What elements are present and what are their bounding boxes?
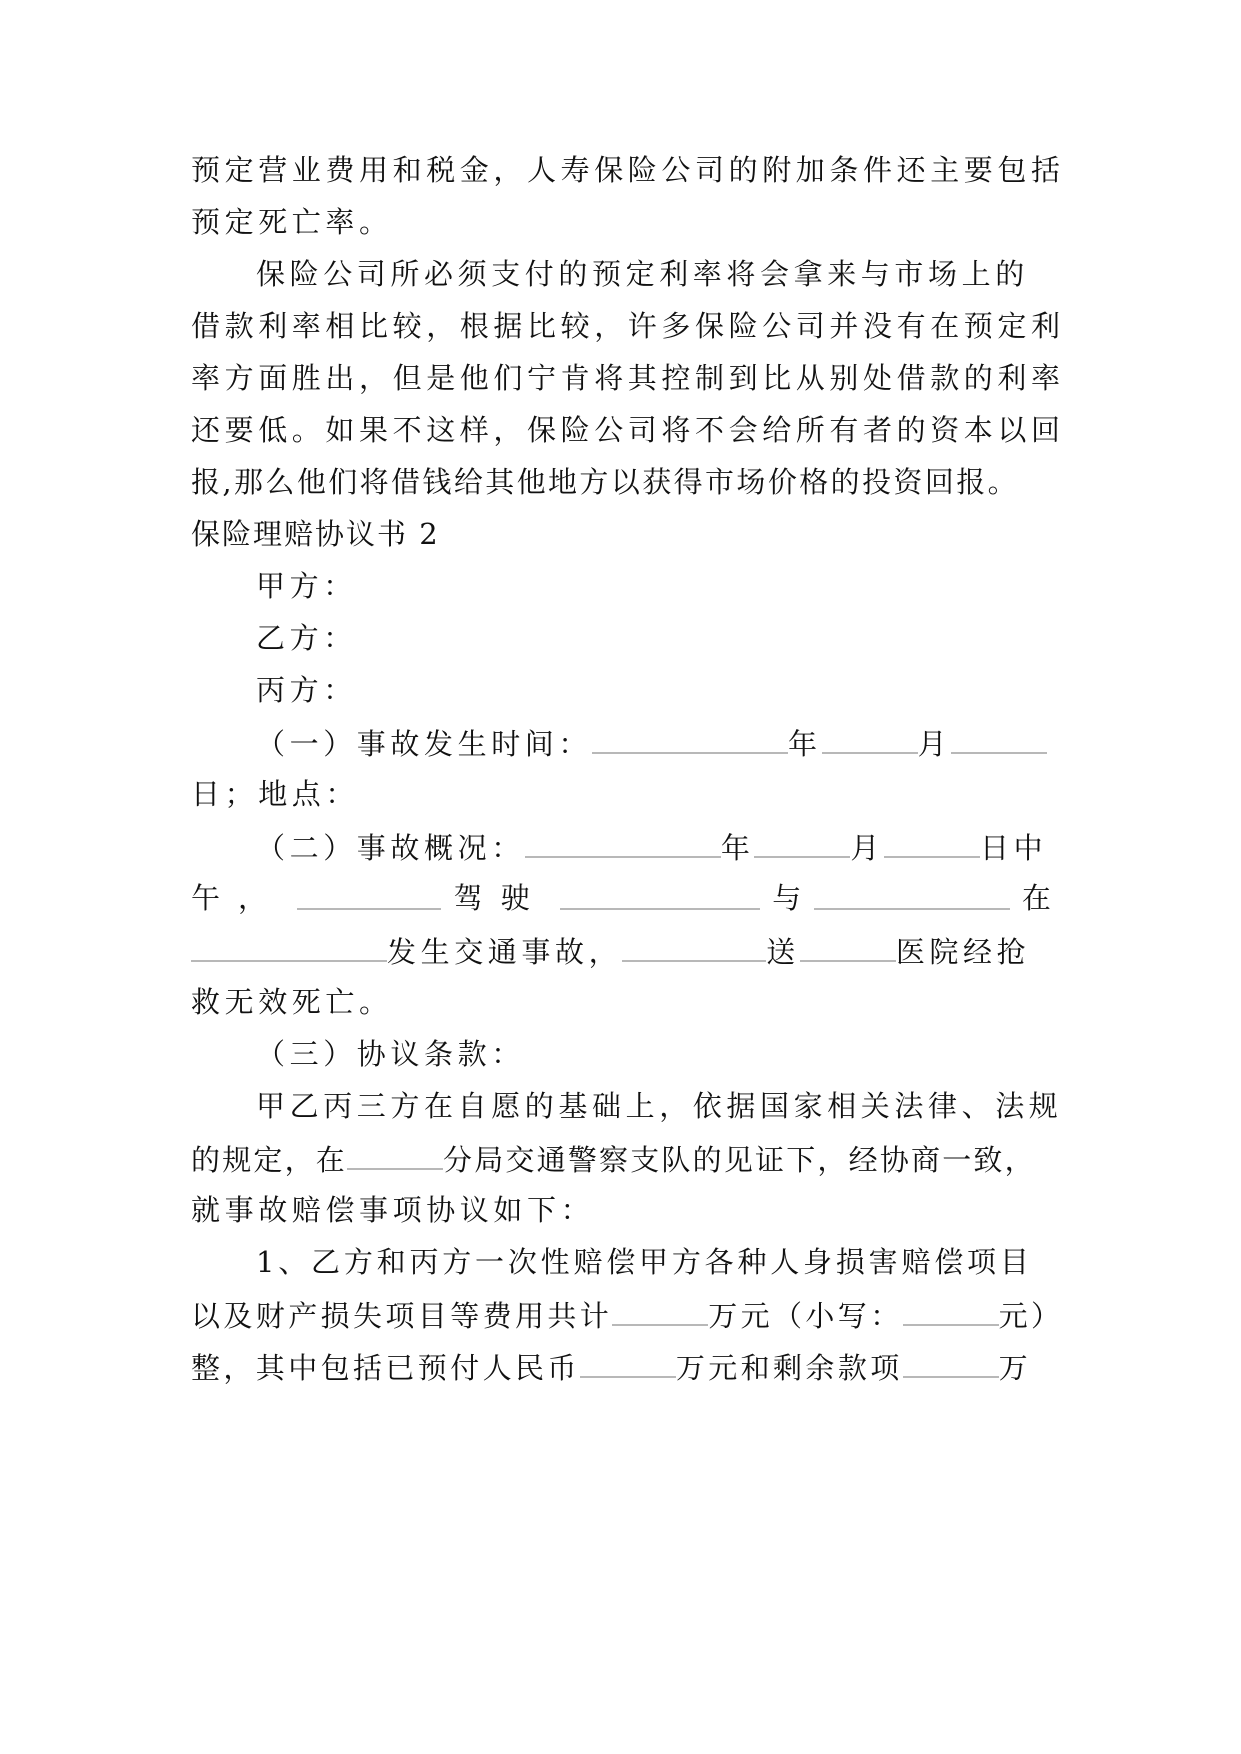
witness-suffix: 分局交通警察支队的见证下，经协商一致， [443,1143,1036,1177]
place-blank[interactable] [191,930,387,962]
total-label: 以及财产损失项目等费用共计 [191,1299,613,1333]
month-blank[interactable] [822,722,918,754]
clause-1-line: 1、乙方和丙方一次性赔偿甲方各种人身损害赔偿项目 [256,1245,1033,1279]
paragraph-line: 率方面胜出，但是他们宁肯将其控制到比从别处借款的利率 [191,361,1065,395]
party-c-label: 丙方： [256,673,357,707]
accident-time-label: （一）事故发生时间： [256,727,593,761]
paragraph-line: 预定营业费用和税金，人寿保险公司的附加条件还主要包括 [191,153,1065,187]
wan-label: 万 [998,1351,1032,1385]
party-a-label: 甲方： [256,569,357,603]
paragraph-line: 甲乙丙三方在自愿的基础上，依据国家相关法律、法规 [256,1089,1063,1123]
day-noon-label: 日中 [980,831,1048,865]
remaining-label: 万元和剩余款项 [675,1351,903,1385]
month-label: 月 [850,831,885,865]
year-label: 年 [720,831,755,865]
accident-label: 发生交通事故， [387,935,623,969]
witness-prefix: 的规定，在 [191,1143,348,1177]
send-label: 送 [766,935,800,969]
lowercase-amount-blank[interactable] [903,1294,999,1326]
prepaid-label: 整，其中包括已预付人民币 [191,1351,580,1385]
party-b-label: 乙方： [256,621,357,655]
accident-time-line [256,722,1051,762]
drive-label: 驾驶 [453,881,548,915]
paragraph-line: 保险公司所必须支付的预定利率将会拿来与市场上的 [256,257,1029,291]
hospital-blank[interactable] [800,930,896,962]
yuan-label: 元） [998,1299,1064,1333]
paragraph-line: 预定死亡率。 [191,205,393,239]
witness-line [191,1138,1051,1178]
prepaid-amount-blank[interactable] [580,1346,676,1378]
accident-location-line: 日；地点： [191,777,360,811]
with-label: 与 [772,881,802,915]
total-amount-blank[interactable] [612,1294,708,1326]
paragraph-line: 救无效死亡。 [191,985,393,1019]
section-title: 保险理赔协议书 2 [191,517,440,551]
agreement-terms-label: （三）协议条款： [256,1037,525,1071]
branch-blank[interactable] [347,1138,443,1170]
lowercase-label: 万元（小写： [708,1299,903,1333]
vehicle-blank[interactable] [560,878,760,910]
accident-place-line [191,930,1051,970]
sent-by-blank[interactable] [622,930,766,962]
paragraph-line: 借款利率相比较，根据比较，许多保险公司并没有在预定利 [191,309,1065,343]
accident-overview-label: （二）事故概况： [256,831,525,865]
clause-1-amount-line [191,1294,1064,1334]
overview-day-blank[interactable] [884,826,980,858]
month-label: 月 [917,727,952,761]
clause-1-prepaid-line [191,1346,1051,1386]
overview-year-blank[interactable] [525,826,721,858]
accident-overview-line [256,826,1051,866]
paragraph-line: 就事故赔偿事项协议如下： [191,1193,595,1227]
overview-month-blank[interactable] [754,826,850,858]
at-label: 在 [1021,881,1051,915]
driver-line [191,878,1051,918]
driver-blank[interactable] [297,878,441,910]
year-blank[interactable] [592,722,788,754]
paragraph-line: 还要低。如果不这样，保险公司将不会给所有者的资本以回 [191,413,1065,447]
remaining-amount-blank[interactable] [903,1346,999,1378]
day-blank[interactable] [951,722,1047,754]
other-party-blank[interactable] [814,878,1010,910]
year-label: 年 [788,727,822,761]
hospital-label: 医院经抢 [895,935,1031,969]
paragraph-line: 报,那么他们将借钱给其他地方以获得市场价格的投资回报。 [191,465,1020,499]
noon-label: 午， [191,881,286,915]
